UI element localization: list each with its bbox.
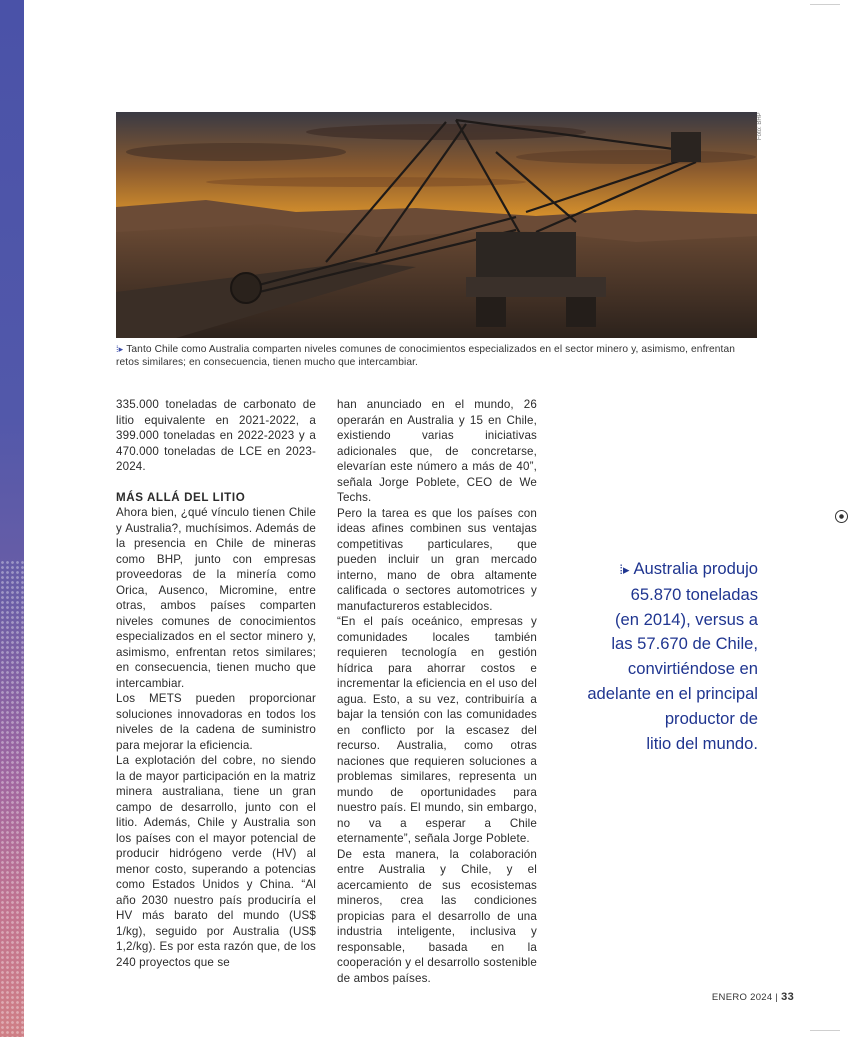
caption-text: Tanto Chile como Australia comparten niveles comunes de conocimientos especializados en el sector minero y, asimismo, enfrentan retos similares; en consecuencia, tienen mucho que intercambiar. [116, 344, 735, 369]
mining-stacker-photo [116, 112, 757, 338]
paragraph: “En el país oceánico, empresas y comunidades locales también requieren tecnología en gestión hídrica para ahorrar costos e incrementar la eficiencia en el uso del agua. Esto, a su vez, contribuiría a bajar la tensión con las comunidades en conflicto por la escasez del recurso. Australia, como otras naciones que requieren soluciones a problemas similares, representa un mundo de oportunidades para nuestro país. El mundo, sin embargo, no va a esperar a Chile eternamente”, señala Jorge Poblete. [337, 615, 537, 845]
side-bar-dot-pattern [0, 560, 24, 1037]
registration-mark-icon [835, 510, 848, 523]
page-footer [690, 991, 794, 1003]
pullquote-line: adelante en el principal [587, 683, 758, 703]
pullquote-line: convirtiéndose en [627, 659, 758, 679]
paragraph: 335.000 toneladas de carbonato de litio equivalente en 2021-2022, a 399.000 toneladas en 2022-2023 y a 470.000 toneladas de LCE en 2023-2024. [116, 398, 316, 473]
paragraph: Los METS pueden proporcionar soluciones innovadoras en todos los niveles de la cadena de suministro para mejorar la eficiencia. [116, 692, 316, 752]
page-number: 33 [781, 991, 794, 1003]
decorative-side-bar [0, 0, 24, 1037]
pullquote-line: litio del mundo. [646, 733, 758, 753]
crop-mark [810, 4, 840, 5]
pullquote-marker-icon: ⁞▸ [619, 562, 630, 577]
crop-mark [810, 1030, 840, 1031]
photo-credit: Foto: BHP [757, 112, 763, 140]
section-heading: MÁS ALLÁ DEL LITIO [116, 490, 246, 504]
paragraph: han anunciado en el mundo, 26 operarán en Australia y 15 en Chile, existiendo varias iniciativas adicionales que, de concretarse, elevarían este número a más de 40”, señala Jorge Poblete, CEO de We Techs. [337, 398, 537, 504]
pullquote-line: las 57.670 de Chile, [611, 634, 758, 654]
pullquote-line: (en 2014), versus a [615, 609, 758, 629]
pullquote-line: Australia produjo [633, 559, 758, 578]
caption-marker-icon: ⁞▸ [116, 344, 124, 354]
paragraph: Pero la tarea es que los países con ideas afines combinen sus ventajas competitivas particulares, que pueden incluir un gran mercado interno, mano de obra altamente calificada o sectores automotrices y manufactureros establecidos. [337, 506, 537, 613]
issue-date: ENERO 2024 | [711, 992, 779, 1003]
photo-caption [116, 343, 761, 370]
paragraph: De esta manera, la colaboración entre Australia y Chile, y el acercamiento de sus ecosistemas mineros, crea las condiciones propicias para el desarrollo de una industria inteligente, inclusiva y responsable, basada en la cooperación y el desarrollo sostenible de ambos países. [337, 847, 537, 985]
pullquote-line: productor de [664, 708, 758, 728]
pull-quote [580, 557, 758, 756]
article-column-2 [337, 397, 537, 986]
pullquote-line: 65.870 toneladas [630, 584, 758, 604]
paragraph: Ahora bien, ¿qué vínculo tienen Chile y Australia?, muchísimos. Además de la presencia en Chile de mineras como BHP, junto con empresas proveedoras de la minería como Orica, Ausenco, Micromine, entre otras, ambos países comparten niveles comunes de conocimientos especializados en el sector minero y, asimismo, enfrentan retos similares; en consecuencia, tienen mucho que intercambiar. [116, 506, 316, 690]
article-column-1 [116, 397, 316, 970]
paragraph: La explotación del cobre, no siendo la de mayor participación en la matriz minera australiana, tiene un gran campo de desarrollo, junto con el litio. Además, Chile y Australia son los países con el mayor potencial de producir hidrógeno verde (HV) al menor costo, superando a potencias como Estados Unidos y China. “Al año 2030 nuestro país produciría el HV más barato del mundo (US$ 1/kg), seguido por Australia (US$ 1,2/kg). Es por esta razón que, de los 240 proyectos que se [116, 754, 316, 969]
